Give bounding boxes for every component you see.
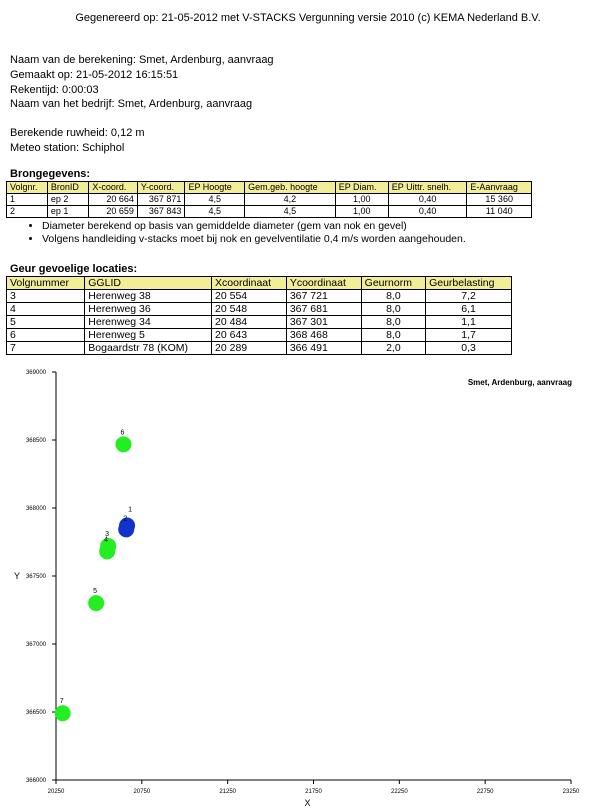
calc-time: Rekentijd: 0:00:03 [10, 84, 99, 96]
col-e-aanvraag: E-Aanvraag [467, 182, 532, 194]
cell: 5 [7, 316, 85, 329]
cell: 8,0 [361, 329, 425, 342]
cell: 366 491 [286, 342, 361, 355]
roughness: Berekende ruwheid: 0,12 m [10, 127, 145, 139]
x-tick-label: 22750 [476, 789, 494, 795]
cell: 367 721 [286, 290, 361, 303]
point-label: 4 [104, 536, 109, 544]
col-xcoordinaat: Xcoordinaat [212, 277, 287, 290]
col-bronid: BronID [47, 182, 88, 194]
source-point [118, 521, 134, 537]
col-gem-geb-hoogte: Gem.geb. hoogte [245, 182, 336, 194]
col-ycoord: Y-coord. [137, 182, 185, 194]
cell: 0,40 [388, 194, 467, 206]
cell: 20 548 [212, 303, 287, 316]
cell: 4,2 [245, 194, 336, 206]
col-ycoordinaat: Ycoordinaat [286, 277, 361, 290]
x-tick-label: 22250 [390, 789, 408, 795]
cell: 6,1 [426, 303, 512, 316]
y-tick-label: 369000 [25, 370, 46, 376]
y-tick-label: 366500 [25, 710, 46, 716]
cell: 8,0 [361, 316, 425, 329]
odor-location-point [55, 705, 71, 721]
col-volgnummer: Volgnummer [7, 277, 85, 290]
y-tick-label: 367000 [25, 642, 46, 648]
cell: 367 843 [137, 206, 185, 218]
y-tick-label: 368000 [25, 506, 46, 512]
x-tick-label: 21250 [219, 789, 237, 795]
cell: 367 301 [286, 316, 361, 329]
cell: 4,5 [245, 206, 336, 218]
y-tick-label: 366000 [25, 778, 46, 784]
meteo-station: Meteo station: Schiphol [10, 142, 125, 154]
cell: ep 1 [47, 206, 88, 218]
point-label: 1 [128, 506, 132, 514]
cell: 1,00 [335, 206, 388, 218]
cell: 20 659 [89, 206, 138, 218]
calc-name: Naam van de berekening: Smet, Ardenburg, aanvraag [10, 54, 274, 66]
cell: Herenweg 36 [85, 303, 212, 316]
cell: 4,5 [185, 194, 245, 206]
note-velocity: • Volgens handleiding v-stacks moet bij nok en gevelventilatie 0,4 m/s worden aangehouden. [42, 233, 466, 246]
col-geurnorm: Geurnorm [361, 277, 425, 290]
cell: 1,7 [426, 329, 512, 342]
cell: 2 [7, 206, 48, 218]
company-name: Naam van het bedrijf: Smet, Ardenburg, aanvraag [10, 98, 253, 110]
cell: 7,2 [426, 290, 512, 303]
chart-title: Smet, Ardenburg, aanvraag [467, 378, 572, 387]
odor-location-point [88, 595, 104, 611]
cell: 1,1 [426, 316, 512, 329]
x-axis-label: X [304, 798, 311, 808]
odor-location-point [99, 543, 115, 559]
cell: 367 681 [286, 303, 361, 316]
cell: 20 554 [212, 290, 287, 303]
cell: 7 [7, 342, 85, 355]
cell: 368 468 [286, 329, 361, 342]
y-tick-label: 367500 [25, 574, 46, 580]
cell: 8,0 [361, 290, 425, 303]
point-label: 6 [120, 429, 125, 437]
cell: 3 [7, 290, 85, 303]
cell: ep 2 [47, 194, 88, 206]
point-label: 2 [123, 515, 128, 523]
cell: 20 484 [212, 316, 287, 329]
col-gglid: GGLID [85, 277, 212, 290]
cell: Herenweg 34 [85, 316, 212, 329]
col-ep-uittr: EP Uittr. snelh. [388, 182, 467, 194]
x-tick-label: 21750 [305, 789, 322, 795]
cell: 1 [7, 194, 48, 206]
odor-location-point [115, 436, 131, 452]
cell: 20 643 [212, 329, 287, 342]
col-geurbelasting: Geurbelasting [426, 277, 512, 290]
cell: 0,3 [426, 342, 512, 355]
odor-locations-title: Geur gevoelige locaties: [10, 263, 138, 275]
y-axis-label: Y [14, 571, 21, 581]
cell: 15 360 [467, 194, 532, 206]
x-tick-label: 20250 [47, 789, 65, 795]
note-diameter: • Diameter berekend op basis van gemiddelde diameter (gem van nok en gevel) [42, 220, 466, 233]
cell: 4 [7, 303, 85, 316]
cell: 20 664 [89, 194, 138, 206]
cell: Herenweg 38 [85, 290, 212, 303]
cell: 1,00 [335, 194, 388, 206]
cell: Bogaardstr 78 (KOM) [85, 342, 212, 355]
cell: 0,40 [388, 206, 467, 218]
cell: 4,5 [185, 206, 245, 218]
col-xcoord: X-coord. [89, 182, 138, 194]
col-volgnr: Volgnr. [7, 182, 48, 194]
y-tick-label: 368500 [25, 438, 46, 444]
created-at: Gemaakt op: 21-05-2012 16:15:51 [10, 69, 179, 81]
x-tick-label: 20750 [133, 789, 151, 795]
cell: 6 [7, 329, 85, 342]
page-header: Gegenereerd op: 21-05-2012 met V-STACKS Vergunning versie 2010 (c) KEMA Nederland B.V. [75, 12, 541, 24]
point-label: 5 [93, 588, 98, 596]
cell: 8,0 [361, 303, 425, 316]
cell: 20 289 [212, 342, 287, 355]
cell: 2,0 [361, 342, 425, 355]
point-label: 7 [59, 698, 64, 706]
sources-title: Brongegevens: [10, 168, 91, 180]
cell: 11 040 [467, 206, 532, 218]
cell: 367 871 [137, 194, 185, 206]
x-tick-label: 23250 [562, 789, 580, 795]
col-ep-diam: EP Diam. [335, 182, 388, 194]
col-ep-hoogte: EP Hoogte [185, 182, 245, 194]
point-label: 3 [105, 530, 110, 538]
cell: Herenweg 5 [85, 329, 212, 342]
